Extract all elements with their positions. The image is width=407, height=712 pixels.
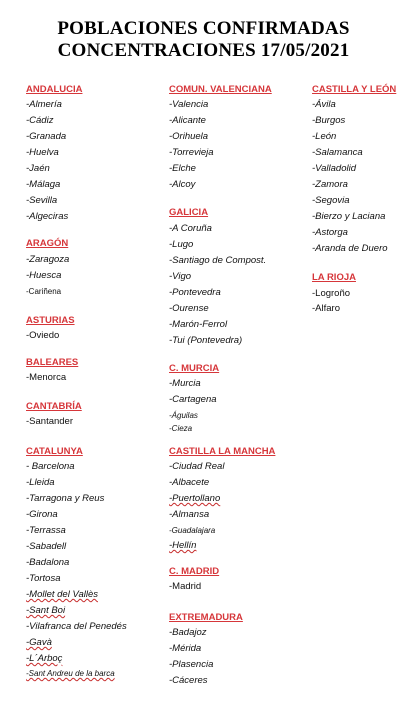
region-catalunya: CATALUNYA — [26, 446, 83, 457]
city-item: -Logroño — [312, 288, 351, 299]
city-item: -Tortosa — [26, 573, 61, 584]
city-item: -Astorga — [312, 227, 348, 238]
city-item: -Albacete — [169, 477, 210, 488]
city-item: -Marón-Ferrol — [169, 319, 228, 330]
region-castilla-la-mancha: CASTILLA LA MANCHA — [169, 446, 276, 457]
city-item: -Puertollano — [169, 493, 221, 504]
city-item: -Menorca — [26, 372, 67, 383]
region-cantabria: CANTABRÍA — [26, 401, 82, 412]
city-item: -Jaén — [26, 163, 50, 174]
city-item: -Lleida — [26, 477, 55, 488]
city-item: -Sabadell — [26, 541, 67, 552]
city-item: -Cádiz — [26, 115, 54, 126]
region-la-rioja: LA RIOJA — [312, 272, 356, 283]
city-item: -Mollet del Vallès — [26, 589, 98, 600]
region-comun-valenciana: COMUN. VALENCIANA — [169, 84, 272, 95]
document-title-line-2: CONCENTRACIONES 17/05/2021 — [57, 40, 350, 61]
region-baleares: BALEARES — [26, 357, 79, 368]
city-item: -Huesca — [26, 270, 62, 281]
city-item: -Almería — [26, 99, 62, 110]
city-item: -Águilas — [169, 411, 198, 420]
city-item: -Ciudad Real — [169, 461, 225, 472]
city-item: -Vilafranca del Penedés — [26, 621, 127, 632]
city-item: -Sant Boi — [26, 605, 66, 616]
city-item: -Alcoy — [169, 179, 196, 190]
region-c-madrid: C. MADRID — [169, 566, 220, 577]
city-item: -Huelva — [26, 147, 59, 158]
city-item: -Cieza — [169, 424, 193, 433]
city-item: -Terrassa — [26, 525, 66, 536]
city-item: -Girona — [26, 509, 58, 520]
city-item: -Pontevedra — [169, 287, 221, 298]
city-item: -Cartagena — [169, 394, 217, 405]
city-item: -Valladolid — [312, 163, 357, 174]
region-andalucia: ANDALUCIA — [26, 84, 83, 95]
city-item: - Barcelona — [26, 461, 75, 472]
region-extremadura: EXTREMADURA — [169, 612, 243, 623]
city-item: -Plasencia — [169, 659, 214, 670]
city-item: -Cariñena — [26, 287, 62, 296]
city-item: -Ávila — [312, 99, 336, 110]
city-item: -Orihuela — [169, 131, 209, 142]
city-item: -Tarragona y Reus — [26, 493, 105, 504]
city-item: -Sant Andreu de la barca — [26, 669, 115, 678]
city-item: -Guadalajara — [169, 526, 216, 535]
city-item: -Badajoz — [169, 627, 207, 638]
region-galicia: GALICIA — [169, 207, 209, 218]
city-item: -Algeciras — [26, 211, 69, 222]
city-item: -Aranda de Duero — [312, 243, 388, 254]
city-item: -L´Arboç — [26, 653, 63, 664]
city-item: -Ourense — [169, 303, 209, 314]
city-item: -Murcia — [169, 378, 201, 389]
region-aragon: ARAGÓN — [26, 238, 69, 249]
region-asturias: ASTURIAS — [26, 315, 75, 326]
city-item: -Elche — [169, 163, 196, 174]
city-item: -Oviedo — [26, 330, 60, 341]
city-item: -Cáceres — [169, 675, 208, 686]
region-castilla-y-leon: CASTILLA Y LEÓN — [312, 84, 397, 95]
city-item: -Alfaro — [312, 303, 340, 314]
city-item: -A Coruña — [169, 223, 212, 234]
city-item: -Málaga — [26, 179, 61, 190]
city-item: -Segovia — [312, 195, 350, 206]
city-item: -Salamanca — [312, 147, 363, 158]
city-item: -Bierzo y Laciana — [312, 211, 386, 222]
city-item: -Zaragoza — [26, 254, 70, 265]
city-item: -Sevilla — [26, 195, 58, 206]
city-item: -Hellín — [169, 540, 197, 551]
city-item: -Valencia — [169, 99, 209, 110]
city-item: -Vigo — [169, 271, 192, 282]
city-item: -Tui (Pontevedra) — [169, 335, 243, 346]
city-item: -Burgos — [312, 115, 346, 126]
city-item: -Gavà — [26, 637, 52, 648]
city-item: -Almansa — [169, 509, 210, 520]
region-c-murcia: C. MURCIA — [169, 363, 220, 374]
city-item: -Mérida — [169, 643, 202, 654]
city-item: -Madrid — [169, 581, 202, 592]
city-item: -Alicante — [169, 115, 206, 126]
city-item: -Torrevieja — [169, 147, 214, 158]
city-item: -Santander — [26, 416, 74, 427]
city-item: -Badalona — [26, 557, 70, 568]
city-item: -Lugo — [169, 239, 194, 250]
city-item: -Zamora — [312, 179, 348, 190]
city-item: -Santiago de Compost. — [169, 255, 267, 266]
city-item: -Granada — [26, 131, 67, 142]
city-item: -León — [312, 131, 337, 142]
document-title-line-1: POBLACIONES CONFIRMADAS — [57, 18, 350, 39]
